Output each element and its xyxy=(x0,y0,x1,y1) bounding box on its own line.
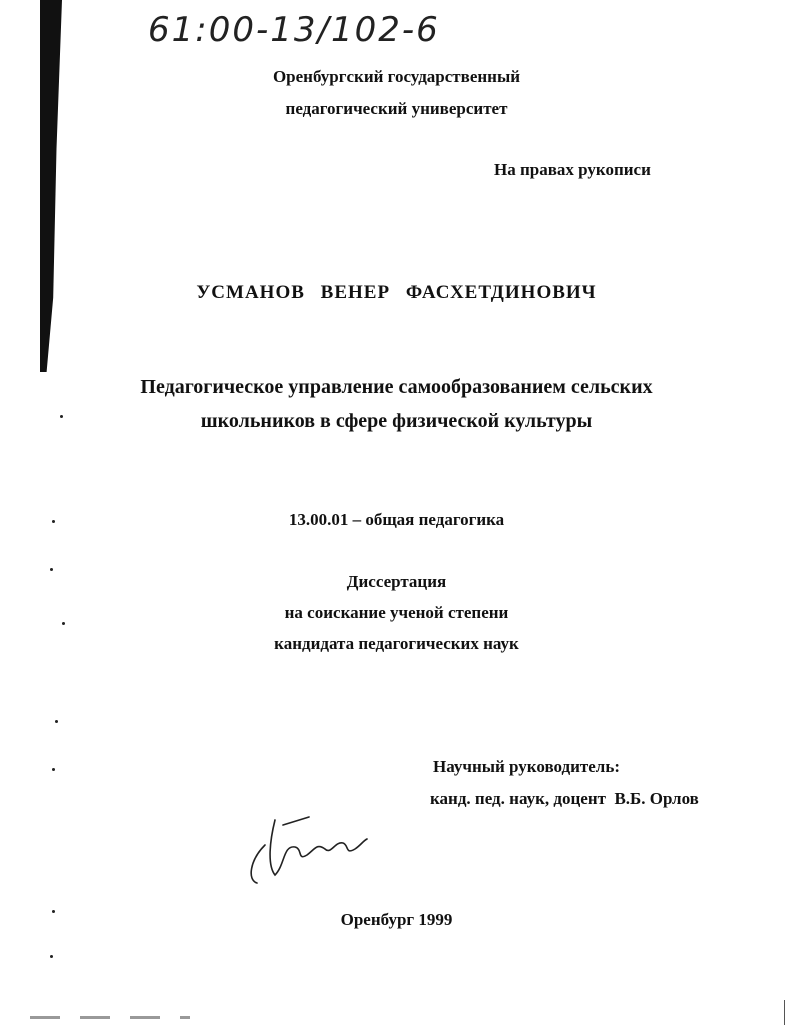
supervisor-name: канд. пед. наук, доцент В.Б. Орлов xyxy=(430,789,699,808)
supervisor-label: Научный руководитель: xyxy=(433,757,620,776)
place-and-year: Оренбург 1999 xyxy=(340,910,453,929)
degree-line-2: на соискание ученой степени xyxy=(284,603,509,622)
scan-speck xyxy=(50,955,53,958)
thesis-title-line-1: Педагогическое управление самообразованием сельских xyxy=(140,376,653,398)
manuscript-note: На правах рукописи xyxy=(494,160,651,179)
scan-speck xyxy=(55,720,58,723)
scan-speck xyxy=(52,768,55,771)
archive-code-handwritten: 61:00-13/102-6 xyxy=(148,10,440,50)
degree-line-1: Диссертация xyxy=(346,572,447,591)
scan-edge-shadow xyxy=(40,0,62,372)
author-name: УСМАНОВ ВЕНЕР ФАСХЕТДИНОВИЧ xyxy=(196,282,597,303)
degree-line-3: кандидата педагогических наук xyxy=(274,634,519,653)
specialty-code: 13.00.01 – общая педагогика xyxy=(288,510,505,529)
signature-scribble xyxy=(245,805,375,885)
scan-speck xyxy=(50,568,53,571)
thesis-title-line-2: школьников в сфере физической культуры xyxy=(200,410,593,432)
institution-line-2: педагогический университет xyxy=(285,99,508,118)
scan-edge-mark xyxy=(784,1000,785,1025)
scan-bottom-mark xyxy=(30,1016,190,1019)
institution-line-1: Оренбургский государственный xyxy=(272,67,521,86)
